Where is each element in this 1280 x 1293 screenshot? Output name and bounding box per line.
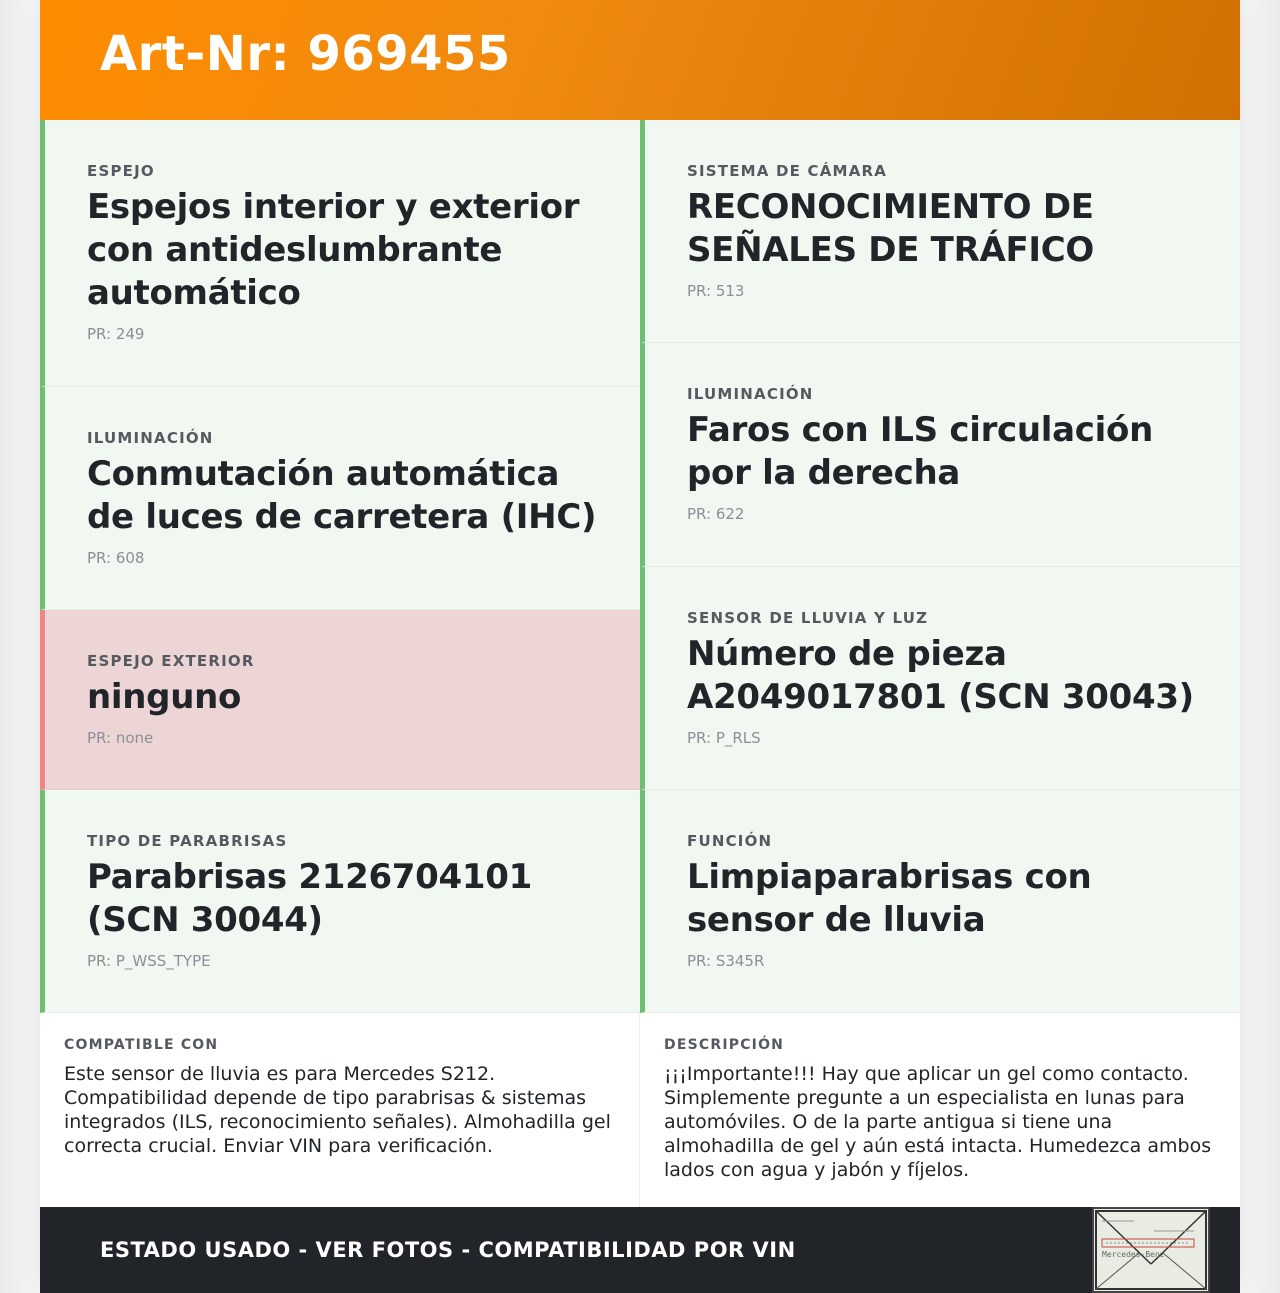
feature-title: RECONOCIMIENTO DE SEÑALES DE TRÁFICO	[687, 187, 1094, 270]
feature-category: ESPEJO	[87, 162, 155, 180]
feature-category: SENSOR DE LLUVIA Y LUZ	[687, 609, 929, 627]
footer-bar	[40, 1207, 1240, 1293]
description-text: ¡¡¡Importante!!! Hay que aplicar un gel como contacto. Simplemente pregunte a un especialista en lunas para automóviles. O de la parte antigua si tiene una almohadilla de gel y aún está intacta. Humedezca ambos lados con agua y jabón y fíjelos.	[664, 1063, 1212, 1181]
feature-pr-code: PR: S345R	[687, 952, 765, 970]
feature-card-headlights	[640, 343, 1240, 567]
feature-card-rain-sensor	[640, 567, 1240, 790]
compatible-label: COMPATIBLE CON	[64, 1037, 219, 1053]
feature-pr-code: PR: 622	[687, 505, 745, 523]
article-number-title: Art-Nr: 969455	[100, 26, 511, 82]
product-photo-thumbnail[interactable]	[1092, 1207, 1210, 1293]
feature-category: SISTEMA DE CÁMARA	[687, 162, 888, 180]
feature-card-exterior-mirror	[40, 610, 640, 790]
header	[40, 0, 1240, 120]
feature-card-windshield	[40, 790, 640, 1013]
feature-category: FUNCIÓN	[687, 832, 773, 850]
feature-pr-code: PR: P_WSS_TYPE	[87, 952, 211, 970]
feature-title: Número de pieza A2049017801 (SCN 30043)	[687, 634, 1194, 717]
feature-category: ESPEJO EXTERIOR	[87, 652, 255, 670]
description-section	[640, 1013, 1240, 1207]
feature-title: Conmutación automática de luces de carretera (IHC)	[87, 454, 597, 537]
feature-title: Espejos interior y exterior con antideslumbrante automático	[87, 187, 580, 313]
envelope-photo-icon	[1094, 1209, 1208, 1291]
thumbnail-caption: Mercedes-Benz	[1102, 1250, 1165, 1259]
feature-pr-code: PR: 249	[87, 325, 145, 343]
compatible-text: Este sensor de lluvia es para Mercedes S212. Compatibilidad depende de tipo parabrisas & sistemas integrados (ILS, reconocimiento señales). Almohadilla gel correcta crucial. Enviar VIN para verificación.	[64, 1063, 611, 1157]
feature-card-function	[640, 790, 1240, 1013]
feature-category: TIPO DE PARABRISAS	[87, 832, 288, 850]
feature-category: ILUMINACIÓN	[87, 429, 214, 447]
compatible-section	[40, 1013, 640, 1207]
feature-pr-code: PR: 608	[87, 549, 145, 567]
page	[40, 0, 1240, 1293]
feature-category: ILUMINACIÓN	[687, 385, 814, 403]
feature-title: ninguno	[87, 677, 242, 717]
feature-pr-code: PR: P_RLS	[687, 729, 761, 747]
feature-card-lighting	[40, 387, 640, 610]
feature-pr-code: PR: 513	[687, 282, 745, 300]
feature-title: Faros con ILS circulación por la derecha	[687, 410, 1153, 493]
feature-title: Limpiaparabrisas con sensor de lluvia	[687, 857, 1092, 940]
feature-pr-code: PR: none	[87, 729, 154, 747]
feature-title: Parabrisas 2126704101 (SCN 30044)	[87, 857, 532, 940]
feature-card-mirror	[40, 120, 640, 387]
feature-card-camera	[640, 120, 1240, 343]
feature-grid	[40, 120, 1240, 1013]
description-label: DESCRIPCIÓN	[664, 1037, 785, 1053]
footer-status-text: ESTADO USADO - VER FOTOS - COMPATIBILIDAD POR VIN	[100, 1238, 796, 1262]
